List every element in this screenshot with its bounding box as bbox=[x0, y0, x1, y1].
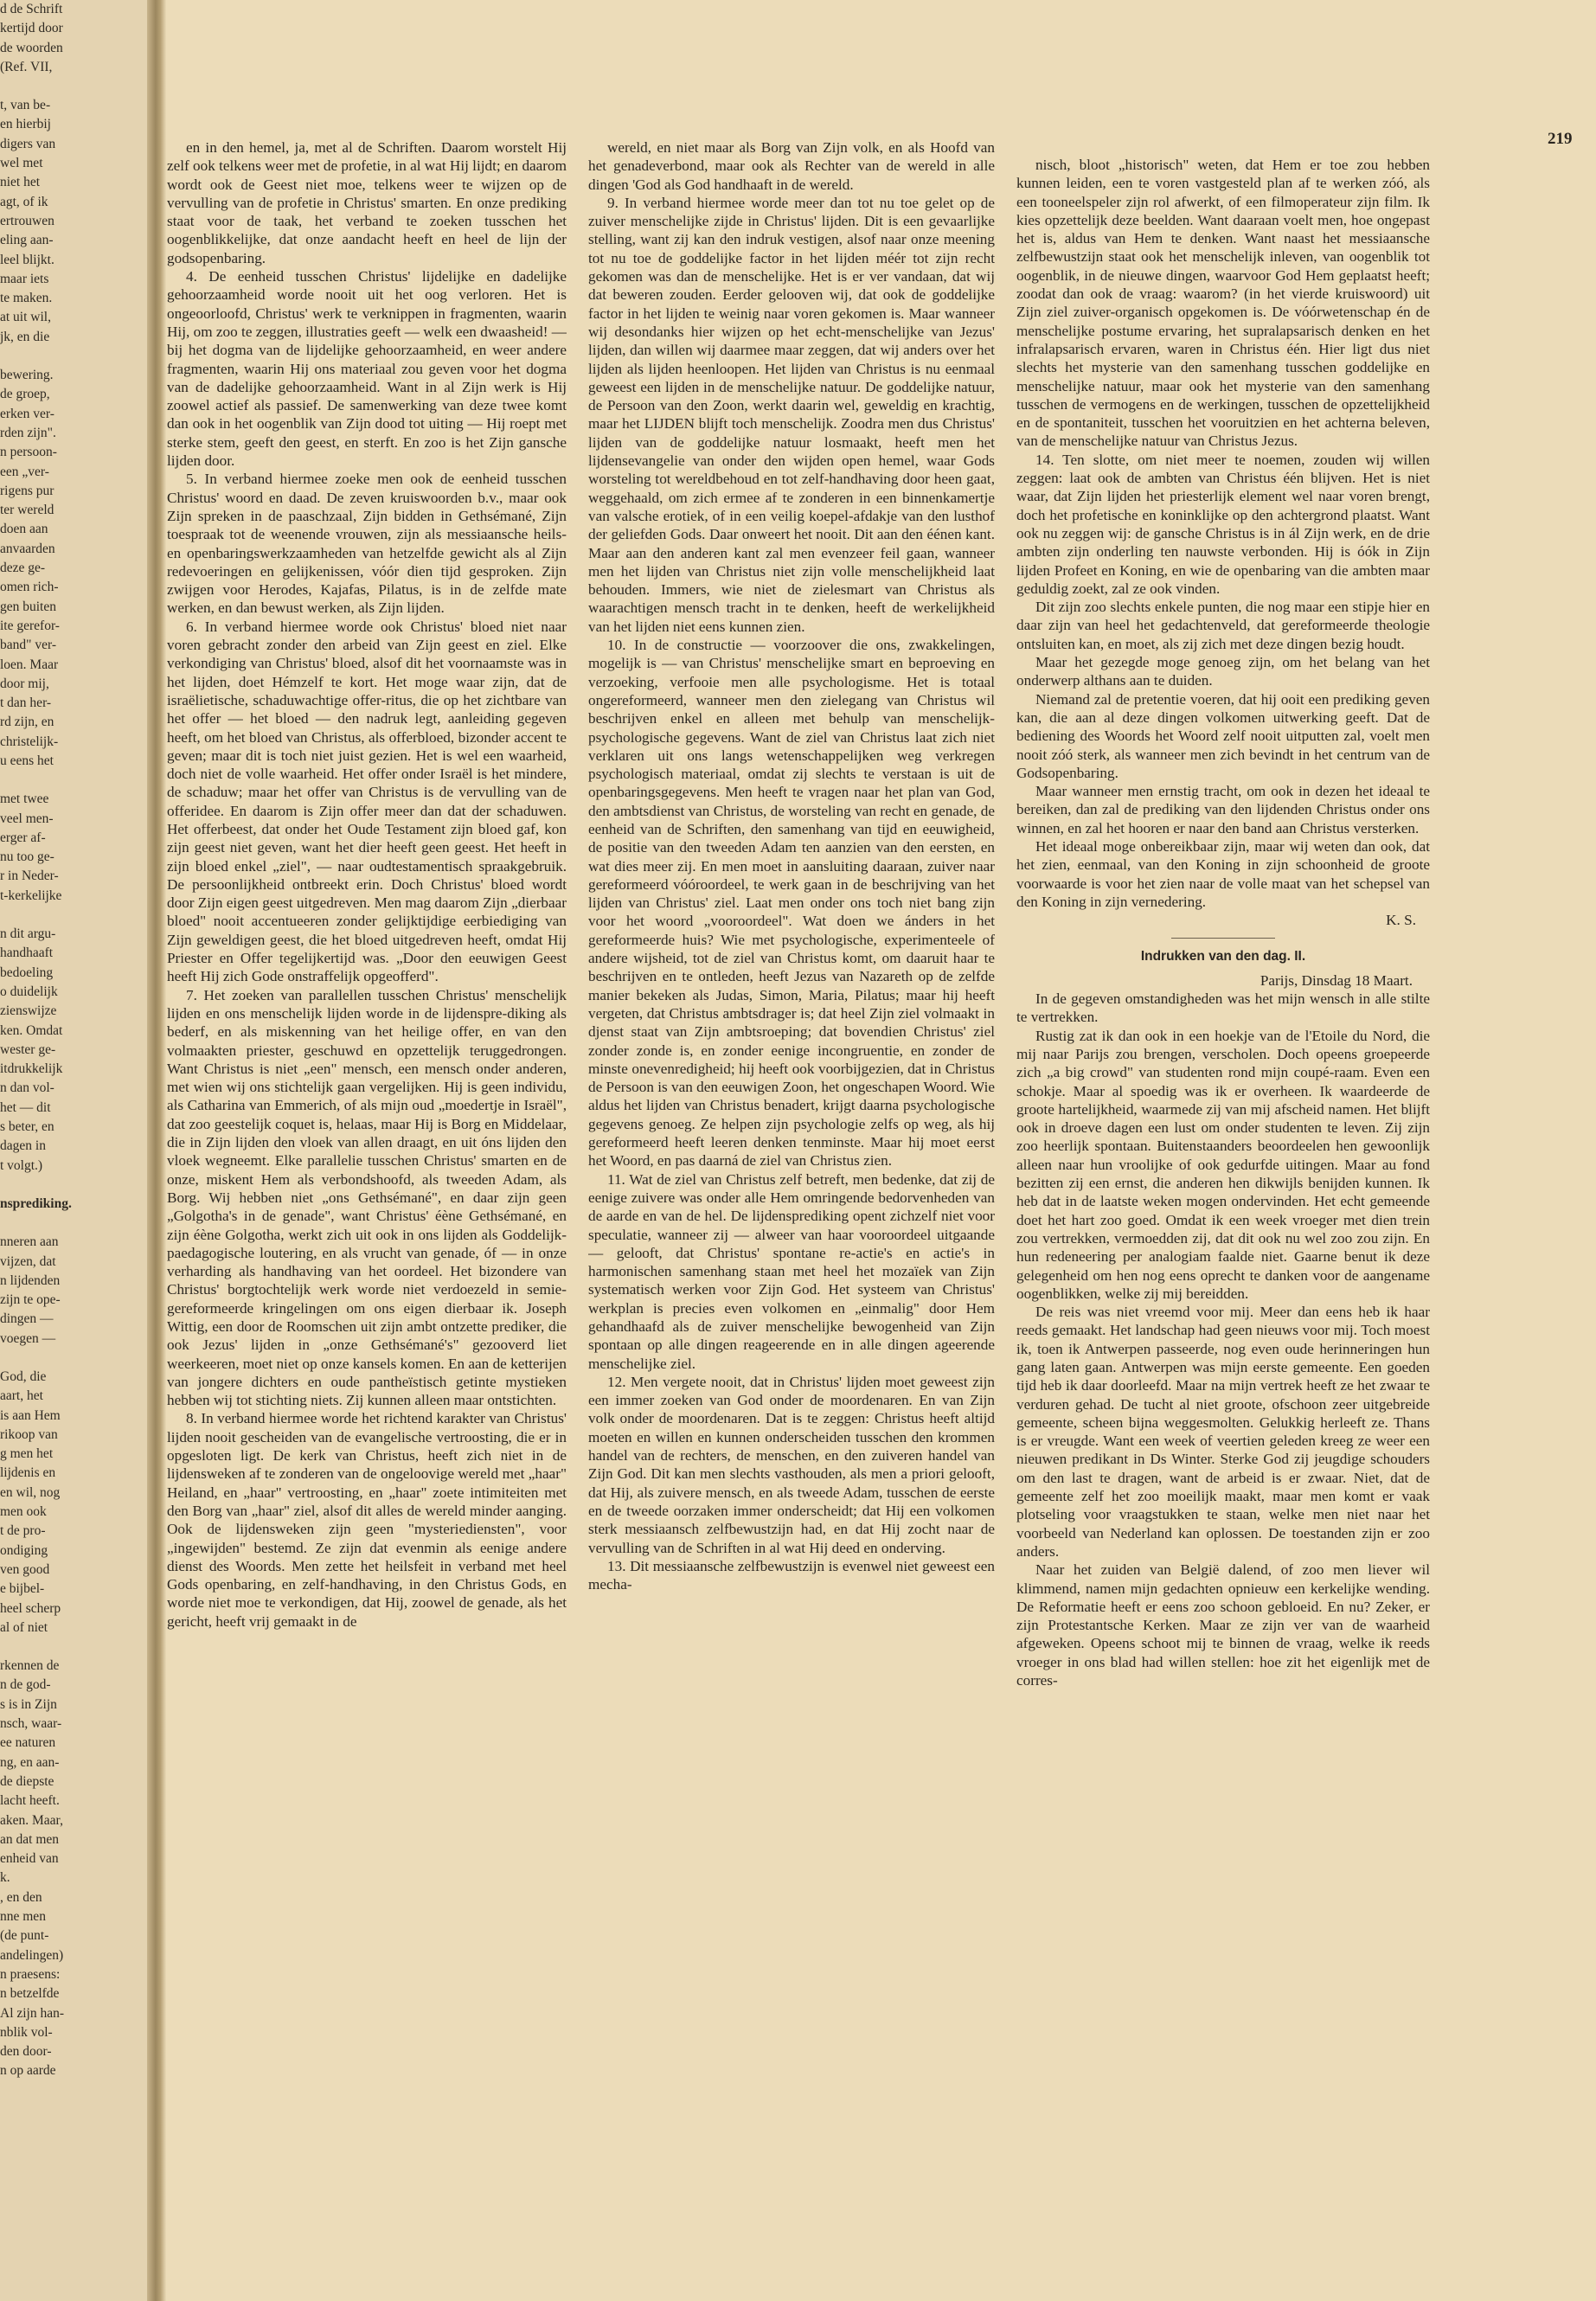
paragraph: 9. In verband hiermee worde meer dan tot nu toe gelet op de zuiver menschelijke zijde in Christus' lijden. Dit is een gevaarlijke stelling, want zij kan den indruk vestigen, alsof naar onze meening tot nu toe de goddelijke factor in het lijden méér tot zijn recht gekomen was dan de menschelijke. Het is er ver vandaan, dat wij dat beweren zouden. Eerder gelooven wij, dat ook de goddelijke factor in het lijden te weinig naar voren gekomen is. Maar wanneer wij desondanks hier wijzen op het echt-menschelijke van Jezus' lijden, dan willen wij daarmee maar zeggen, dat wij anders over het lijden als lijden heenloopen. Het lijden van Christus is nu eenmaal geweest een lijden in de menschelijke natuur. De goddelijke natuur, de Persoon van den Zoon, werkt daarin wel, geweldig en krachtig, maar het LIJDEN blijft toch menschelijk. Zoodra men dus Christus' lijden van de goddelijke natuur losmaakt, heeft men het lijdensevangelie van onder den wijden open hemel, waar Gods worsteling tot wereldbehoud en tot zelf-handhaving door heen gaat, weggehaald, om zich ermee af te zonderen in een binnenkamertje van valsche erotiek, of in een veilig koepel-afdakje van den lusthof der geliefden Gods. Daar onweert het nooit. Dit aan den éénen kant. Maar aan den anderen kant zal men evenzeer feil gaan, wanneer men het lijden van Christus niet zijn volle menschelijkheid laat behouden. Immers, wie niet de zielesmart van Christus als waarachtigen mensch tracht in te denken, heeft de werkelijkheid van het lijden niet eens kunnen zien. bbox=[588, 194, 995, 635]
column-fragment-line: Al zijn han- bbox=[0, 2005, 65, 2021]
page-number: 219 bbox=[1548, 130, 1573, 148]
column-fragment-line: wel met bbox=[0, 156, 43, 171]
page-gutter bbox=[147, 0, 166, 2301]
column-fragment-line: t, van be- bbox=[0, 98, 51, 113]
paragraph: 5. In verband hiermee zoeke men ook de eenheid tusschen Christus' woord en daad. De zeven kruiswoorden b.v., maar ook Zijn spreken in de paaschzaal, Zijn bidden in Gethsémané, Zijn toespraak tot de weenende vrouwen, zijn als messiaansche heils- en openbaringswerkzaamheden van hetzelfde gewicht als al Zijn redevoeringen en gelijkenissen, vóór dien tijd gesproken. Zijn zwijgen voor Herodes, Kajafas, Pilatus, is in de zelfde mate werken, en dan bewust werken, als Zijn lijden. bbox=[167, 471, 567, 617]
column-fragment-line: jk, en die bbox=[0, 329, 50, 344]
column-fragment-line: t-kerkelijke bbox=[0, 888, 62, 903]
paragraph: nisch, bloot „historisch" weten, dat Hem er toe zou hebben kunnen leiden, een te voren vastgesteld plan af te werken zóó, als een tooneelspeler zijn rol afwerkt, of een filmoperateur zijn film. Ik kies opzettelijk deze beelden. Want daaraan voelt men, hoe ongepast het is, aldus van Hem te denken. Want naast het messiaansche zelfbewustzijn staat ook het menschelijk inleven, van oogenblik tot oogenblik, in de nieuwe dingen, waarvoor God Hem geplaatst heeft; zoodat dan ook de vraag: waarom? (in het vierde kruiswoord) uit Zijn ziel zuiver-organisch opgekomen is. De vóórwetenschap én de menschelijke postume ervaring, het supralapsarisch denken en het infralapsarisch ervaren, waren in Christus één. Hier ligt dus niet slechts het mysterie van den samenhang tusschen goddelijke en menschelijke natuur, maar ook het mysterie van den samenhang tusschen de vermogens en de werkingen, tusschen de opzettelijkheid en de spontaniteit, tusschen het vooruitzien en het achterna beleven, van de menschelijke natuur van Christus Jezus. bbox=[1016, 157, 1430, 450]
column-fragment-line: at uit wil, bbox=[0, 310, 51, 325]
column-fragment-line: door mij, bbox=[0, 676, 49, 691]
column-fragment-line: ite gerefor- bbox=[0, 618, 60, 633]
column-fragment-line: aart, het bbox=[0, 1388, 43, 1404]
article-column-3 bbox=[1016, 156, 1430, 1689]
column-fragment-line: andelingen) bbox=[0, 1947, 64, 1963]
paragraph: 6. In verband hiermee worde ook Christus' bloed niet naar voren gebracht zonder den arbeid van Zijn geest en ziel. Elke verkondiging van Christus' bloed, alsof dit het voornaamste was in het lijden, doet Hémzelf te kort. Het moge waar zijn, dat de israëlietische, schaduwachtige offer-ritus, die op het zichtbare van het offer — het bloed — den nadruk legt, aanleiding gegeven heeft, om het bloed van Christus, als offerbloed, bizonder accent te geven; maar dit is toch niet juist gezien. Het is wel een waarheid, doch niet de volle waarheid. Het offer onder Israël is het mindere, de schaduw; maar het offer van Christus is de vervulling van de offeridee. En daarom is Zijn offer meer dan dat der schaduwen. Het offerbeest, dat onder het Oude Testament zijn bloed gaf, kon zijn geest niet geven, want het dier heeft geen geest. Het heeft in zijn bloed enkel „ziel", — naar oudtestamentisch spraakgebruik. De persoonlijkheid ontbreekt erin. Doch Christus' bloed wordt door Zijn eigen geest uitgedreven. Men mag daarom Zijn „dierbaar bloed" nooit accentueeren zonder gelijktijdige eerbiediging van Zijn geweldigen geest, die het bloed uitgedreven heeft, omdat Hij Priester en Offer tegelijkertijd was. „Door den eeuwigen Geest heeft Hij zich Gode onstraffelijk opgeofferd". bbox=[167, 618, 567, 985]
column-fragment-line: het — dit bbox=[0, 1099, 51, 1115]
paragraph: 14. Ten slotte, om niet meer te noemen, zouden wij willen zeggen: laat ook de ambten van Christus één blijven. Het is niet waar, dat Zijn lijden het priesterlijk element wel naar voren brengt, doch het profetische en koninklijke op den achtergrond plaatst. Want ook nu zeggen wij: de gansche Christus is in ál Zijn werk, en de drie ambten zijn onderling ten nauwste verbonden. Hij is óók in Zijn lijden Profeet en Koning, en wie de openbaring van die ambten maar geduldig zoekt, zal ze ook vinden. bbox=[1016, 451, 1430, 597]
column-fragment-line: wester ge- bbox=[0, 1042, 56, 1057]
column-fragment-line: en wil, nog bbox=[0, 1484, 61, 1500]
column-fragment-line: n dit argu- bbox=[0, 926, 56, 942]
column-fragment-line: n persoon- bbox=[0, 445, 57, 460]
column-fragment-line: band" ver- bbox=[0, 638, 56, 653]
column-fragment-line: r in Neder- bbox=[0, 868, 59, 884]
column-fragment-line: nneren aan bbox=[0, 1234, 59, 1250]
column-fragment-line: veel men- bbox=[0, 811, 54, 826]
column-fragment-line: rden zijn". bbox=[0, 425, 56, 440]
column-fragment-line: nblik vol- bbox=[0, 2024, 53, 2040]
column-fragment-line: doen aan bbox=[0, 522, 48, 537]
paragraph: 12. Men vergete nooit, dat in Christus' lijden moet geweest zijn een immer zoeken van God onder de moordenaren. En van Zijn volk onder de moordenaren. Dat is te zeggen: Christus heeft altijd moeten en willen en kunnen onderscheiden tusschen den krommen handel van de rechters, de menschen, en den zuiveren handel van Zijn God. Dit kan men slechts vasthouden, als men a priori gelooft, dat Hij, als zuivere mensch, en als tweede Adam, tusschen de eerste en de tweede oorzaken immer onderscheidt; dat Hij een volkomen sterk messiaansch zelfbewustzijn had, en dat Hij zocht naar de vervulling van de Schriften in al wat Hij deed en onderving. bbox=[588, 1373, 995, 1556]
author-signature: K. S. bbox=[1386, 912, 1416, 929]
column-fragment-line: de diepste bbox=[0, 1773, 54, 1789]
dateline: Parijs, Dinsdag 18 Maart. bbox=[1259, 971, 1413, 989]
line-gap bbox=[0, 1176, 126, 1195]
column-fragment-line: n betzelfde bbox=[0, 1986, 60, 2002]
column-fragment-line: vijzen, dat bbox=[0, 1253, 56, 1269]
column-fragment-line: deze ge- bbox=[0, 561, 46, 576]
paragraph: wereld, en niet maar als Borg van Zijn volk, en als Hoofd van het genadeverbond, maar ook als Rechter van de wereld in alle dingen 'God als God handhaaft in de wereld. bbox=[588, 139, 995, 193]
column-fragment-line: omen rich- bbox=[0, 580, 59, 595]
column-fragment-line: nne men bbox=[0, 1909, 46, 1925]
column-fragment-line: voegen — bbox=[0, 1330, 56, 1346]
column-fragment-line: nsprediking. bbox=[0, 1195, 72, 1211]
column-fragment-line: rigens pur bbox=[0, 483, 54, 498]
column-fragment-line: nu too ge- bbox=[0, 849, 54, 865]
column-fragment-line: dagen in bbox=[0, 1138, 46, 1154]
paragraph: 11. Wat de ziel van Christus zelf betreft, men bedenke, dat zij de eenige zuivere was onder alle Hem omringende bedorvenheden van de aarde en van de hel. De lijdensprediking opent zichzelf niet voor speculatie, wanneer zij — alweer van haar vooroordeel uitgaande — gelooft, dat Christus' spontane re-actie's en actie's in harmonischen samenhang staan met heel het mozaïek van Zijn systematisch werken voor Zijn God. Het systeem van Christus' werkplan is precies even volkomen en „einmalig" door Hem gehandhaafd als de zuiver menschelijke bewogenheid van Zijn spontaan op alle dingen reageerende en in alle dingen ageerende menschelijke ziel. bbox=[588, 1170, 995, 1372]
article-conclusion bbox=[1016, 156, 1430, 911]
column-fragment-line: is aan Hem bbox=[0, 1407, 61, 1423]
paragraph: Niemand zal de pretentie voeren, dat hij ooit een prediking geven kan, die aan al deze dingen volkomen uitwerking geeft. Dat de bediening des Woords het Woord zelf nooit uitputten zal, voelt men nooit zóó sterk, als wanneer men zich bevindt in het centrum van de Godsopenbaring. bbox=[1016, 690, 1430, 781]
column-fragment-line: digers van bbox=[0, 136, 56, 151]
column-fragment-line: ken. Omdat bbox=[0, 1022, 63, 1038]
column-fragment-line: zijn te ope- bbox=[0, 1292, 61, 1308]
column-fragment-line: t volgt.) bbox=[0, 1157, 43, 1173]
column-fragment-line: erger af- bbox=[0, 830, 46, 845]
paragraph: 13. Dit messiaansche zelfbewustzijn is evenwel niet geweest een mecha- bbox=[588, 1557, 995, 1593]
line-gap bbox=[0, 77, 126, 96]
column-fragment-line: n lijdenden bbox=[0, 1272, 61, 1288]
column-fragment-line: niet het bbox=[0, 175, 41, 190]
column-fragment-line: itdrukkelijk bbox=[0, 1061, 63, 1077]
paragraph: Rustig zat ik dan ook in een hoekje van de l'Etoile du Nord, die mij naar Parijs zou brengen, verscholen. Doch opeens groepeerde zich „a big crowd" van studenten rond mijn coupé-raam. Even een schokje. Maar al spoedig was ik er overheen. Ik waardeerde de groote hartelijkheid, waarmede zij van mij afscheid namen. Het blijft ook in droeve dagen een lust om onder studenten te leven. Zij zijn zoo heerlijk spontaan. Buitenstaanders beoordeelen hen gewoonlijk alleen naar hun vroolijke of ook gedurfde uitingen. Maar au fond bezitten zij een ernst, die anderen hen dikwijls benijden kunnen. Ik heb dat in de laatste weken mogen ondervinden. Het echt gemeende doet het hart zoo goed. Omdat ik een week vroeger met dien trein zou vertrekken, vermoedden zij, dat dit ook nu wel zoo zou zijn. En hun redeneering per analogiam faalde niet. Gaarne benut ik deze gelegenheid om hen nog eens oprecht te danken voor de aangename oogenblikken, welke zij mij bereidden. bbox=[1016, 1027, 1430, 1302]
column-fragment-line: te maken. bbox=[0, 291, 53, 306]
column-fragment-line: g men het bbox=[0, 1446, 54, 1462]
column-fragment-line: ng, en aan- bbox=[0, 1754, 60, 1770]
column-fragment-line: bedoeling bbox=[0, 965, 54, 980]
column-fragment-line: zienswijze bbox=[0, 1003, 57, 1019]
column-fragment-line: enheid van bbox=[0, 1851, 59, 1867]
column-fragment-line: al of niet bbox=[0, 1619, 48, 1635]
paragraph: De reis was niet vreemd voor mij. Meer dan eens heb ik haar reeds gemaakt. Het landschap had geen nieuws voor mij. Toch moest ik, toen ik Antwerpen passeerde, nog even oude herinneringen hun gang laten gaan. Antwerpen was mijn eerste gemeente. Een goeden tijd heb ik daar doorleefd. Maar na mijn vertrek heeft ze het zwaar te verduren gehad. De tucht al niet groote, ofschoon zeer uitgebreide gemeente, scheen bijna weggesmolten. Gelukkig herleeft ze. Thans is er vreugde. Want een week of veertien geleden kreeg ze weer een nieuwen predikant in Ds Winter. Sterke God zij jeugdige schouders om den last te dragen, want de arbeid is er zwaar. Niet, dat de gemeente zelf het zoo moeilijk maakt, maar men komt er vaak plotseling voor vraagstukken te staan, welke men niet naar het voorbeeld van Nederland kan oplossen. De toestanden zijn er zoo anders. bbox=[1016, 1304, 1430, 1560]
column-fragment-line: d de Schrift bbox=[0, 2, 63, 16]
column-fragment-line: den door- bbox=[0, 2044, 52, 2060]
column-fragment-line: rd zijn, en bbox=[0, 715, 54, 730]
previous-page-edge bbox=[0, 0, 147, 2301]
column-fragment-line: de woorden bbox=[0, 40, 63, 55]
column-fragment-line: leel blijkt. bbox=[0, 252, 54, 267]
paragraph: en in den hemel, ja, met al de Schriften. Daarom worstelt Hij zelf ook telkens weer met de profetie, in al wat Hij lijdt; en daarom wordt ook de Geest niet moe, telkens weer te wijzen op de vervulling van de profetie in Christus' smarten. En onze prediking staat voor de taak, het verband te zoeken tusschen het oogenblikkelijke, dat onze aandacht heeft en heel de lijn der godsopenbaring. bbox=[167, 139, 567, 266]
column-fragment-line: n praesens: bbox=[0, 1966, 61, 1982]
column-fragment-line: nsch, waar- bbox=[0, 1716, 62, 1732]
line-gap bbox=[0, 1214, 126, 1233]
line-gap bbox=[0, 771, 126, 790]
column-fragment-line: t dan her- bbox=[0, 695, 52, 711]
paragraph: Naar het zuiden van België dalend, of zoo men liever wil klimmend, namen mijn gedachten opnieuw een kerkelijke wending. De Reformatie heeft er eens zoo schoon gebloeid. En nu? Zeker, er zijn Protestantsche Kerken. Maar ze zijn ver van de waarheid afgeweken. Opeens schoot mij te binnen de vraag, welke ik reeds vroeger in ons blad had willen stellen: hoe zit het eigenlijk met de corres- bbox=[1016, 1561, 1430, 1689]
column-fragment-line: o duidelijk bbox=[0, 984, 58, 999]
column-fragment-line: (Ref. VII, bbox=[0, 59, 53, 74]
article-column-1 bbox=[167, 138, 567, 1631]
paragraph: 4. De eenheid tusschen Christus' lijdelijke en dadelijke gehoorzaamheid worde nooit uit het oog verloren. Het is ongeoorloofd, Christus' werk te verknippen in fragmenten, waarin Hij, om zoo te zeggen, illustraties geeft — welk een dwaasheid! — bij het dogma van de lijdelijke gehoorzaamheid, en weer andere fragmenten, waarin Hij ons materiaal zou geven voor het dogma van de dadelijke gehoorzaamheid. Want in al Zijn werk is Hij zoowel actief als passief. De samenwerking van deze twee komt dan ook in het oogenblik van Zijn dood tot uiting — Hij roept met sterke stem, geeft den geest, en sterft. En zoo is het Zijn gansche lijden door. bbox=[167, 268, 567, 470]
column-fragment-line: erken ver- bbox=[0, 406, 54, 421]
column-fragment-line: gen buiten bbox=[0, 599, 56, 614]
paragraph: 7. Het zoeken van parallellen tusschen Christus' menschelijk lijden en ons menschelijk lijden worde in de lijdenspre-diking als bederf, en als miskenning van het heilige offer, en van den volmaakten priester, geschuwd en opzettelijk teruggedrongen. Want Christus is niet „een" mensch, een mensch onder anderen, met wien wij ons stichtelijk gaan vergelijken. Hij is geen individu, als Catharina van Emmerich, of als mijn oud „moedertje in Israël", dat zoo geestelijk coquet is, helaas, maar Hij is Borg en Middelaar, die in Zijn lijden den vloek van allen draagt, en uit óns lijden den vloek wegneemt. Elke parallelie tusschen Christus' smarten en de onze, miskent Hem als verbondshoofd, als tweeden Adam, als Borg. Wij hebben niet „ons Gethsémané", en daar zijn geen „Golgotha's in de genade", want Christus' éène Gethsémané, en zijn éène Golgotha, werkt zich uit ook in ons lijden als Goddelijk-paedagogische loutering, en als vrucht van genade, óf — in onze verharding als handhaving van het oordeel. Het bizondere van Christus' borgtochtelijk werk worde niet verdoezeld in semie-gereformeerde kringelingen om ons eigen dierbaar ik. Joseph Wittig, een door de Roomschen uit zijn ambt ontzette prediker, die ook Jezus' lijden in „onze Gethsémané's" gezooverd liet weerkeeren, moet niet op onze kansels komen. En aan de ketterijen van jongere dichters en oude pantheïstisch getinte mystieken hebben wij tot stichting niets. Zij kunnen alleen maar ontstichten. bbox=[167, 986, 567, 1409]
column-fragment-line: eling aan- bbox=[0, 233, 54, 248]
column-fragment-line: s is in Zijn bbox=[0, 1696, 57, 1712]
column-fragment-line: bewering. bbox=[0, 368, 54, 383]
column-fragment-line: maar iets bbox=[0, 271, 49, 286]
line-gap bbox=[0, 1349, 126, 1368]
section-heading: Indrukken van den dag. II. bbox=[1140, 949, 1306, 965]
column-fragment-line: (de punt- bbox=[0, 1928, 49, 1944]
column-fragment-line: lijdenis en bbox=[0, 1465, 56, 1481]
column-fragment-line: ven good bbox=[0, 1561, 50, 1577]
column-fragment-line: ter wereld bbox=[0, 503, 54, 518]
paragraph: Maar het gezegde moge genoeg zijn, om het belang van het onderwerp althans aan te duiden. bbox=[1016, 654, 1430, 689]
column-fragment-line: s beter, en bbox=[0, 1119, 54, 1135]
line-gap bbox=[0, 906, 126, 925]
paragraph: In de gegeven omstandigheden was het mijn wensch in alle stilte te vertrekken. bbox=[1016, 990, 1430, 1026]
column-fragment-line: de groep, bbox=[0, 387, 50, 402]
paragraph: Maar wanneer men ernstig tracht, om ook in dezen het ideaal te bereiken, dan zal de prediking van den lijdenden Christus onder ons winnen, en zal het hooren er naar den band aan Christus versterken. bbox=[1016, 783, 1430, 836]
column-fragment-line: rkennen de bbox=[0, 1658, 60, 1674]
paragraph: 10. In de constructie — voorzoover die ons, zwakkelingen, mogelijk is — van Christus' menschelijke smart en beproeving en verzoeking, verfooie men alle psychologisme. Het is totaal ongereformeerd, wanneer men den zielegang van Christus wil beschrijven enkel en alleen met behulp van menschelijk-psychologische gegevens. Want de ziel van Christus laat zich niet verklaren uit ons langs wetenschappelijken weg verkregen psychologisch materiaal, omdat zij slechts te verstaan is uit de openbaringsgegevens. Men heeft te vragen naar het plan van God, den ambtsdienst van Christus, de worsteling van recht en genade, de eenheid van de Schriften, den samenhang van tijd en eeuwigheid, de positie van den tweeden Adam ten aanzien van den eersten, en wat dies meer zij. En men moet in aansluiting daaraan, zuiver naar gereformeerd vóóroordeel, te werk gaan in de beschrijving van het lijden van Christus' ziel. Laat men onder ons toch niet bang zijn voor het woord „vooroordeel". Wat doen we ánders in het gereformeerde huis? Wie met psychologische, experimenteele of andere wijsheid, tot de ziel van Christus komt, om daaruit haar te beschrijven en te ontleden, heeft Jezus van Nazareth op de zelfde manier bekeken als Judas, Simon, Maria, Pilatus; maar hij heeft vergeten, dat Christus ambtsdrager is; dat heel Zijn ziel volmaakt in djenst staat van Zijn ambtsroeping; dat bovendien Christus' ziel zonder zonde is, en zonder eenige incongruentie, en zonder de minste onevenredigheid; hij heeft ook voorbijgezien, dat in Christus de Persoon is van den eeuwigen Zoon, het ongeschapen Woord. Wie aldus het lijden van Christus benadert, krijgt daarna psychologische gegevens genoeg. Ze helpen zijn psychologie zelfs op weg, als hij gereformeerd heeft leeren denken tenminste. Maar hij moet eerst het Woord, en pas daarná de ziel van Christus zien. bbox=[588, 637, 995, 1170]
line-gap bbox=[0, 347, 126, 366]
article-column-2 bbox=[588, 138, 995, 1593]
column-fragment-line: God, die bbox=[0, 1369, 47, 1384]
column-fragment-line: met twee bbox=[0, 792, 49, 807]
line-gap bbox=[0, 1638, 126, 1657]
column-fragment-line: men ook bbox=[0, 1504, 47, 1520]
column-fragment-line: anvaarden bbox=[0, 541, 55, 556]
column-fragment-line: en hierbij bbox=[0, 117, 51, 132]
column-fragment-line: loen. Maar bbox=[0, 657, 59, 672]
column-fragment-line: heel scherp bbox=[0, 1600, 61, 1616]
column-fragment-line: ee naturen bbox=[0, 1735, 56, 1751]
column-fragment-line: n op aarde bbox=[0, 2063, 56, 2079]
column-fragment-line: handhaaft bbox=[0, 945, 54, 961]
previous-page-column-fragments bbox=[0, 0, 126, 2081]
column-fragment-line: agt, of ik bbox=[0, 194, 48, 209]
section-divider bbox=[1171, 938, 1275, 939]
column-fragment-line: e bijbel- bbox=[0, 1581, 45, 1597]
column-fragment-line: , en den bbox=[0, 1889, 42, 1905]
column-fragment-line: k. bbox=[0, 1870, 10, 1886]
column-fragment-line: n de god- bbox=[0, 1677, 51, 1693]
column-fragment-line: kertijd door bbox=[0, 21, 63, 36]
column-fragment-line: u eens het bbox=[0, 753, 54, 768]
column-fragment-line: ertrouwen bbox=[0, 213, 54, 228]
column-fragment-line: an dat men bbox=[0, 1831, 60, 1847]
column-fragment-line: aken. Maar, bbox=[0, 1812, 63, 1828]
paragraph: 8. In verband hiermee worde het richtend karakter van Christus' lijden nooit gescheiden van de evangelische vertroosting, die er in opgesloten ligt. De kerk van Christus, heeft zich niet in de lijdensweken af te zonderen van de ongeloovige wereld met „haar" Heiland, en „haar" vertroosting, en „haar" zoete intimiteiten met den Borg van „haar" ziel, alsof dit alles de wereld minder aanging. Ook de lijdensweken zijn geen "mysteriediensten", voor „ingewijden" bestemd. Ze zijn dat evenmin als eenige andere dienst des Woords. Men zette het heilsfeit in verband met heel Gods openbaring, en zelf-handhaving, in den Christus Gods, en worde niet moe te verkondigen, dat Hij, zoowel de genade, als het gericht, heeft vrij gemaakt in de bbox=[167, 1410, 567, 1630]
column-fragment-line: christelijk- bbox=[0, 734, 59, 749]
impressions-article bbox=[1016, 990, 1430, 1689]
column-fragment-line: t de pro- bbox=[0, 1523, 46, 1539]
column-fragment-line: ondiging bbox=[0, 1542, 48, 1558]
paragraph: Dit zijn zoo slechts enkele punten, die nog maar een stipje hier en daar zijn van heel het gedachtenveld, dat gereformeerde theologie ontsluiten kan, en moet, als zij zich met deze dingen bezig houdt. bbox=[1016, 599, 1430, 652]
column-fragment-line: een „ver- bbox=[0, 464, 49, 479]
paragraph: Het ideaal moge onbereikbaar zijn, maar wij weten dan ook, dat het zien, eenmaal, van den Koning in zijn schoonheid de groote voorwaarde is voor het zien naar de volle maat van het schepsel van den Koning in zijn vernedering. bbox=[1016, 837, 1430, 910]
column-fragment-line: lacht heeft. bbox=[0, 1793, 60, 1809]
column-fragment-line: dingen — bbox=[0, 1311, 54, 1327]
column-fragment-line: n dan vol- bbox=[0, 1080, 54, 1096]
column-fragment-line: rikoop van bbox=[0, 1426, 58, 1442]
